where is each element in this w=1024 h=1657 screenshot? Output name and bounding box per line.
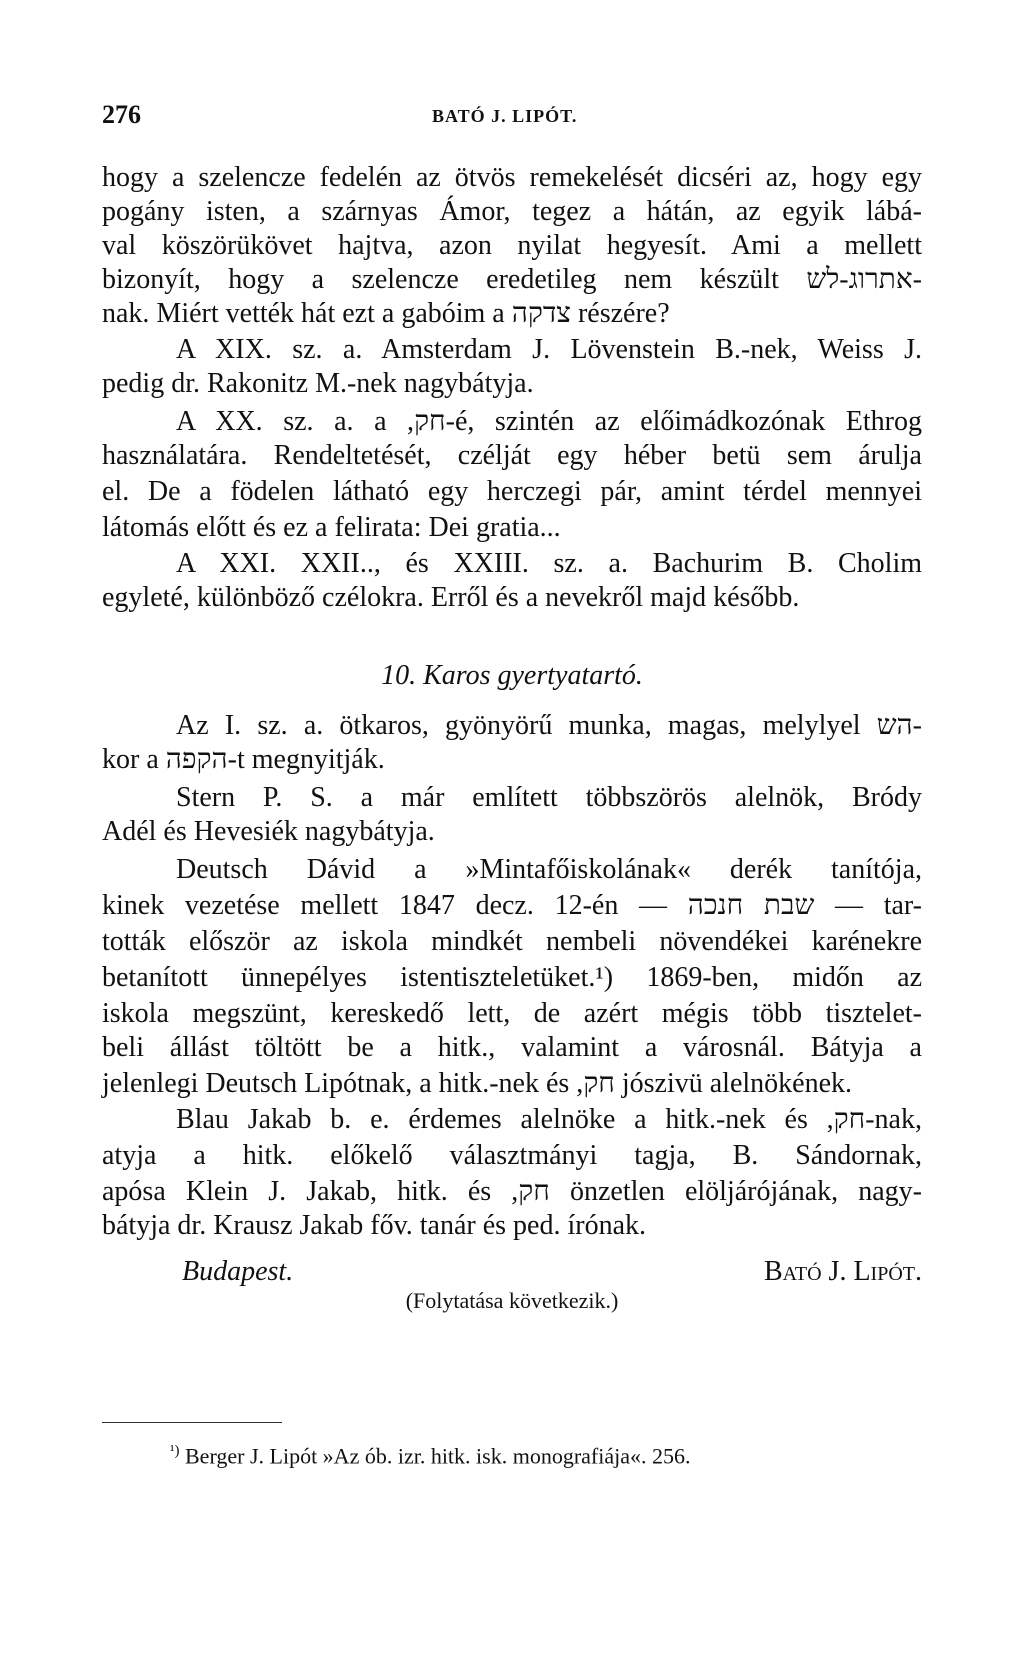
section-line: kinek vezetése mellett 1847 decz. 12-én — שבת חנכה — tar- bbox=[102, 890, 923, 921]
signature-author: Bató J. Lipót. bbox=[763, 1256, 922, 1287]
section-line: Adél és Hevesiék nagybátyja. bbox=[102, 816, 435, 847]
running-head: BATÓ J. LIPÓT. bbox=[432, 106, 578, 126]
body-line: egyleté, különböző czélokra. Erről és a nevekről majd később. bbox=[102, 582, 800, 613]
section-line: atyja a hitk. előkelő választmányi tagja, B. Sándornak, bbox=[102, 1140, 922, 1171]
section-line: Deutsch Dávid a »Mintafőiskolának« derék tanítója, bbox=[176, 854, 922, 885]
section-line: jelenlegi Deutsch Lipótnak, a hitk.-nek és ,חק jószivü alelnökének. bbox=[102, 1068, 853, 1099]
body-line: pogány isten, a szárnyas Ámor, tegez a hátán, az egyik lábá- bbox=[102, 196, 922, 227]
section-line: beli állást töltött be a hitk., valamint a városnál. Bátyja a bbox=[102, 1032, 922, 1063]
section-line: iskola megszünt, kereskedő lett, de azért mégis több tisztelet- bbox=[102, 998, 922, 1029]
section-line: Az I. sz. a. ötkaros, gyönyörű munka, magas, melylyel הש- bbox=[176, 710, 922, 741]
section-line: tották először az iskola mindkét nembeli növendékei karénekre bbox=[102, 926, 922, 957]
section-line: apósa Klein J. Jakab, hitk. és ,חק önzetlen elöljárójának, nagy- bbox=[102, 1176, 923, 1207]
body-line: A XXI. XXII.., és XXIII. sz. a. Bachurim B. Cholim bbox=[176, 548, 922, 579]
section-heading: 10. Karos gyertyatartó. bbox=[381, 660, 643, 691]
body-line: A XX. sz. a. a ,חק-é, szintén az előimádkozónak Ethrog bbox=[176, 406, 923, 437]
continued-note: (Folytatása következik.) bbox=[405, 1288, 619, 1313]
section-line: Stern P. S. a már említett többszörös alelnök, Bródy bbox=[176, 782, 922, 813]
footnote-text: Berger J. Lipót »Az ób. izr. hitk. isk. monografiája«. 256. bbox=[185, 1443, 691, 1469]
page-number: 276 bbox=[102, 100, 141, 129]
body-line: bizonyít, hogy a szelencze eredetileg nem készült אתרוג-לש- bbox=[102, 264, 922, 295]
section-line: bátyja dr. Krausz Jakab főv. tanár és ped. írónak. bbox=[102, 1210, 646, 1241]
section-line: Blau Jakab b. e. érdemes alelnöke a hitk.-nek és ,חק-nak, bbox=[176, 1104, 922, 1135]
signature-place: Budapest. bbox=[182, 1256, 294, 1287]
body-line: A XIX. sz. a. Amsterdam J. Lövenstein B.-nek, Weiss J. bbox=[176, 334, 922, 365]
footnote-mark: ¹) bbox=[170, 1443, 180, 1459]
section-line: kor a הקפה-t megnyitják. bbox=[102, 744, 385, 775]
section-line: betanított ünnepélyes istentiszteletüket.¹) 1869-ben, midőn az bbox=[102, 962, 922, 993]
body-line: pedig dr. Rakonitz M.-nek nagybátyja. bbox=[102, 368, 534, 399]
body-line: val köszörükövet hajtva, azon nyilat hegyesít. Ami a mellett bbox=[102, 230, 922, 261]
footnote bbox=[170, 1436, 691, 1471]
body-line: hogy a szelencze fedelén az ötvös remekelését dicséri az, hogy egy bbox=[102, 162, 922, 193]
body-line: látomás előtt és ez a felirata: Dei gratia... bbox=[102, 512, 561, 543]
page-header bbox=[102, 100, 924, 136]
body-line: el. De a födelen látható egy herczegi pár, amint térdel mennyei bbox=[102, 476, 922, 507]
body-line: nak. Miért vették hát ezt a gabóim a צדקה részére? bbox=[102, 298, 670, 329]
body-line: használatára. Rendeltetését, czélját egy héber betü sem árulja bbox=[102, 440, 922, 471]
footnote-divider bbox=[102, 1422, 282, 1423]
